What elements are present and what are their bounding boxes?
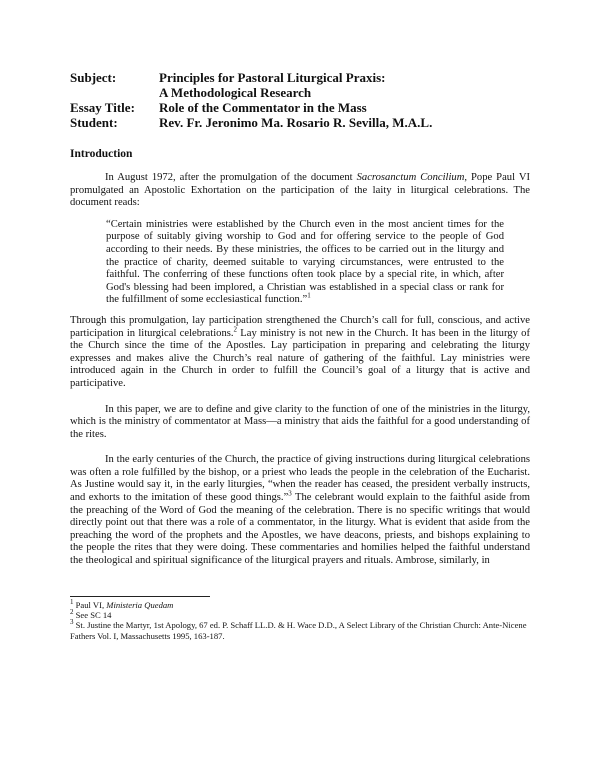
document-title-italic: Sacrosanctum Concilium <box>356 172 465 183</box>
paragraph-2-text: Through this promulgation, lay participation strengthened the Church’s call for full, conscious, and active participation in liturgical celebrations. <box>70 314 530 339</box>
paragraph-1-text-cont: , Pope Paul VI promulgated an Apostolic Exhortation on the participation of the laity in liturgical celebrations. The document reads: <box>70 172 530 209</box>
block-quote-text: “Certain ministries were established by the Church even in the most ancient times for the purpose of suitably giving worship to God and for offering service to the people of God according to their needs. By these ministries, the offices to be carried out in the liturgy and the practice of charity, deemed suitable to varying circumstances, were entrusted to the faithful. The conferring of these functions often took place by a special rite, in which, after God's blessing had been implored, a Christian was established in a special class or rank for the fulfillment of some ecclesiastical function.” <box>106 218 504 306</box>
footnote-2 <box>70 610 530 620</box>
document-header <box>70 70 530 130</box>
footnote-1-title: Ministeria Quedam <box>106 599 174 610</box>
paragraph-2-text-cont: Lay ministry is not new in the Church. It has been in the liturgy of the Church since the time of the Apostles. Lay participation in preparing and celebrating the liturgy expresses and makes alive the Church’s real nature of gathering of the faithful. Lay ministries were introduced again in the Church in order to fulfill the Council’s goal of a liturgy that is active and participative. <box>70 327 530 389</box>
footnote-2-text: See SC 14 <box>73 610 112 621</box>
footnote-1-text: Paul VI, <box>73 599 107 610</box>
subject-value-line1: Principles for Pastoral Liturgical Praxis: <box>159 70 386 85</box>
footnote-3-number: 3 <box>70 618 74 627</box>
footnote-3-text: St. Justine the Martyr, 1st Apology, 67 ed. P. Schaff LL.D. & H. Wace D.D., A Select Library of the Christian Church: Ante-Nicene Fathers Vol. I, Massachusetts 1995, 163-187. <box>70 620 527 641</box>
footnote-divider <box>70 596 210 597</box>
footnote-2-number: 2 <box>70 608 74 617</box>
footnote-1 <box>70 597 530 610</box>
paragraph-2 <box>70 315 530 391</box>
essay-title-label: Essay Title: <box>70 100 135 115</box>
footnote-ref-3[interactable]: 3 <box>288 489 292 498</box>
paragraph-4 <box>70 454 530 567</box>
footnote-ref-1[interactable]: 1 <box>307 291 311 300</box>
block-quote <box>106 219 504 307</box>
paragraph-4-text-cont: The celebrant would explain to the faithful aside from the preaching of the Word of God the meaning of the celebration. There is no specific writings that would directly point out that there was a role of a commentator, in the liturgy. What is evident that aside from the preaching the word of the prophets and the Apostles, we have deacons, priests, and bishops explaining to the people the rites that they were doing. These commentaries and homilies helped the faithful understand the theological and spiritual significance of the liturgical prayers and rituals. Ambrose, similarly, in <box>70 492 530 567</box>
paragraph-4-text: In the early centuries of the Church, the practice of giving instructions during liturgical celebrations was often a role fulfilled by the bishop, or a priest who leads the people in the celebration of the Eucharist. As Justine would say it, in the early liturgies, “when the reader has ceased, the president verbally instructs, and exhorts to the imitation of these good things.” <box>70 454 530 504</box>
subject-label: Subject: <box>70 70 117 85</box>
paragraph-1-text: In August 1972, after the promulgation of the document <box>105 172 357 183</box>
essay-title-value: Role of the Commentator in the Mass <box>159 100 367 115</box>
footnotes <box>70 597 530 642</box>
subject-value-line2: A Methodological Research <box>159 85 312 100</box>
section-heading-introduction: Introduction <box>70 148 133 160</box>
footnote-ref-2[interactable]: 2 <box>233 325 238 333</box>
paragraph-1 <box>70 172 530 210</box>
footnote-3 <box>70 620 530 641</box>
footnote-1-number: 1 <box>70 597 74 606</box>
paragraph-3: In this paper, we are to define and give clarity to the function of one of the ministries in the liturgy, which is the ministry of commentator at Mass—a ministry that aids the faithful for a good understanding of the rites. <box>70 403 530 440</box>
student-value: Rev. Fr. Jeronimo Ma. Rosario R. Sevilla, M.A.L. <box>159 115 433 130</box>
student-label: Student: <box>70 115 118 130</box>
